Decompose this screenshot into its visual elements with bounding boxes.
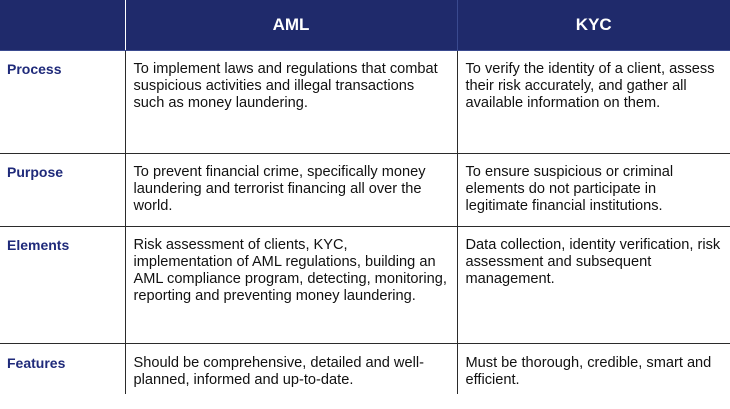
aml-cell: To implement laws and regulations that combat suspicious activities and illegal transactions such as money laundering. (125, 51, 457, 154)
row-label-process: Process (0, 51, 125, 154)
table-row (0, 344, 730, 395)
kyc-cell: To verify the identity of a client, assess their risk accurately, and gather all available information on them. (457, 51, 730, 154)
table-row (0, 227, 730, 344)
header-aml: AML (125, 0, 457, 51)
table-row (0, 51, 730, 154)
kyc-cell: To ensure suspicious or criminal elements do not participate in legitimate financial institutions. (457, 154, 730, 227)
row-label-features: Features (0, 344, 125, 395)
kyc-cell: Must be thorough, credible, smart and efficient. (457, 344, 730, 395)
kyc-cell: Data collection, identity verification, risk assessment and subsequent management. (457, 227, 730, 344)
row-label-elements: Elements (0, 227, 125, 344)
header-corner (0, 0, 125, 51)
header-kyc: KYC (457, 0, 730, 51)
aml-cell: To prevent financial crime, specifically money laundering and terrorist financing all over the world. (125, 154, 457, 227)
table-row (0, 154, 730, 227)
aml-cell: Risk assessment of clients, KYC, implementation of AML regulations, building an AML compliance program, detecting, monitoring, reporting and preventing money laundering. (125, 227, 457, 344)
row-label-purpose: Purpose (0, 154, 125, 227)
header-row (0, 0, 730, 51)
aml-cell: Should be comprehensive, detailed and well-planned, informed and up-to-date. (125, 344, 457, 395)
